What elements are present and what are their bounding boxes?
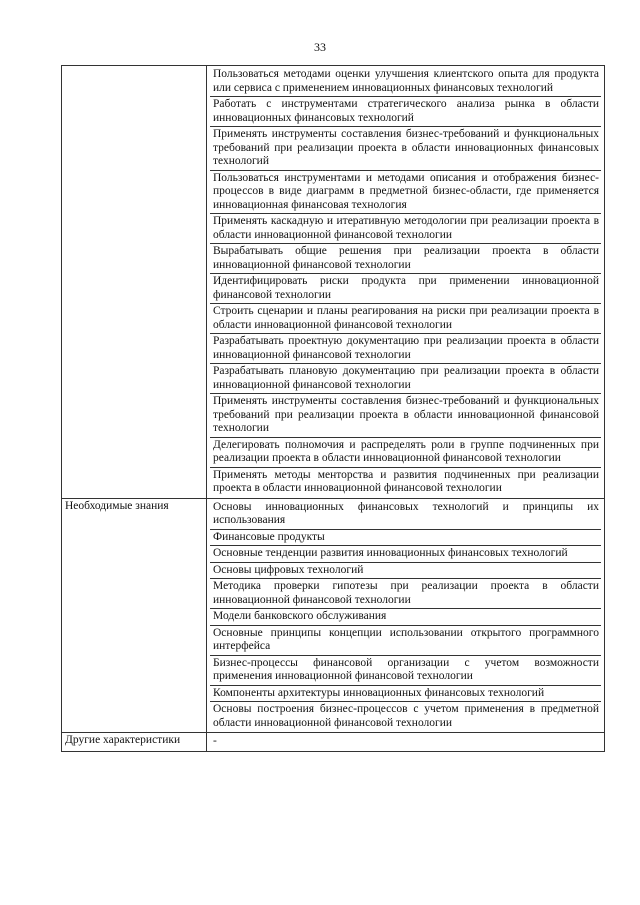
table-row (62, 498, 605, 733)
list-item: Пользоваться инструментами и методами описания и отображения бизнес-процессов в виде диаграмм в предметной бизнес-области, где применяется инновационная финансовая технология (210, 171, 601, 215)
list-item: Применять каскадную и итеративную методологии при реализации проекта в области инновационной финансовой технологии (210, 214, 601, 244)
list-item: Работать с инструментами стратегического анализа рынка в области инновационных финансовых технологий (210, 97, 601, 127)
section-label: Другие характеристики (62, 733, 207, 752)
list-item: Идентифицировать риски продукта при применении инновационной финансовой технологии (210, 274, 601, 304)
list-item: Разрабатывать плановую документацию при реализации проекта в области инновационной финансовой технологии (210, 364, 601, 394)
list-item: Вырабатывать общие решения при реализации проекта в области инновационной финансовой технологии (210, 244, 601, 274)
list-item: Финансовые продукты (210, 530, 601, 547)
list-item: Бизнес-процессы финансовой организации с учетом возможности применения инновационной финансовой технологии (210, 656, 601, 686)
list-item: Разрабатывать проектную документацию при реализации проекта в области инновационной финансовой технологии (210, 334, 601, 364)
requirements-table (61, 65, 605, 752)
list-item: Основы инновационных финансовых технологий и принципы их использования (210, 500, 601, 530)
list-item: Модели банковского обслуживания (210, 609, 601, 626)
list-item: Компоненты архитектуры инновационных финансовых технологий (210, 686, 601, 703)
list-item: Применять инструменты составления бизнес-требований и функциональных требований при реализации проекта в области инновационных финансовых технологий (210, 127, 601, 171)
list-item: Основы цифровых технологий (210, 563, 601, 580)
section-items (207, 66, 605, 499)
list-item: Применять методы менторства и развития подчиненных при реализации проекта в области инновационной финансовой технологии (213, 468, 599, 494)
section-label (62, 66, 207, 499)
table-row (62, 66, 605, 499)
page-number: 33 (314, 40, 326, 54)
list-item: Методика проверки гипотезы при реализации проекта в области инновационной финансовой технологии (210, 579, 601, 609)
list-item: - (213, 735, 217, 747)
list-item: Основные тенденции развития инновационных финансовых технологий (210, 546, 601, 563)
table-row (62, 733, 605, 752)
list-item: Основы построения бизнес-процессов с учетом применения в предметной области инновационной финансовой технологии (213, 703, 599, 729)
list-item: Основные принципы концепции использовании открытого программного интерфейса (210, 626, 601, 656)
section-items (207, 733, 605, 752)
list-item: Строить сценарии и планы реагирования на риски при реализации проекта в области инновационной финансовой технологии (210, 304, 601, 334)
list-item: Пользоваться методами оценки улучшения клиентского опыта для продукта или сервиса с применением инновационных финансовых технологий (210, 67, 601, 97)
list-item: Применять инструменты составления бизнес-требований и функциональных требований при реализации проекта в области инновационной финансовой технологии (210, 394, 601, 438)
section-label: Необходимые знания (62, 498, 207, 733)
section-items (207, 498, 605, 733)
list-item: Делегировать полномочия и распределять роли в группе подчиненных при реализации проекта в области инновационной финансовой технологии (210, 438, 601, 468)
